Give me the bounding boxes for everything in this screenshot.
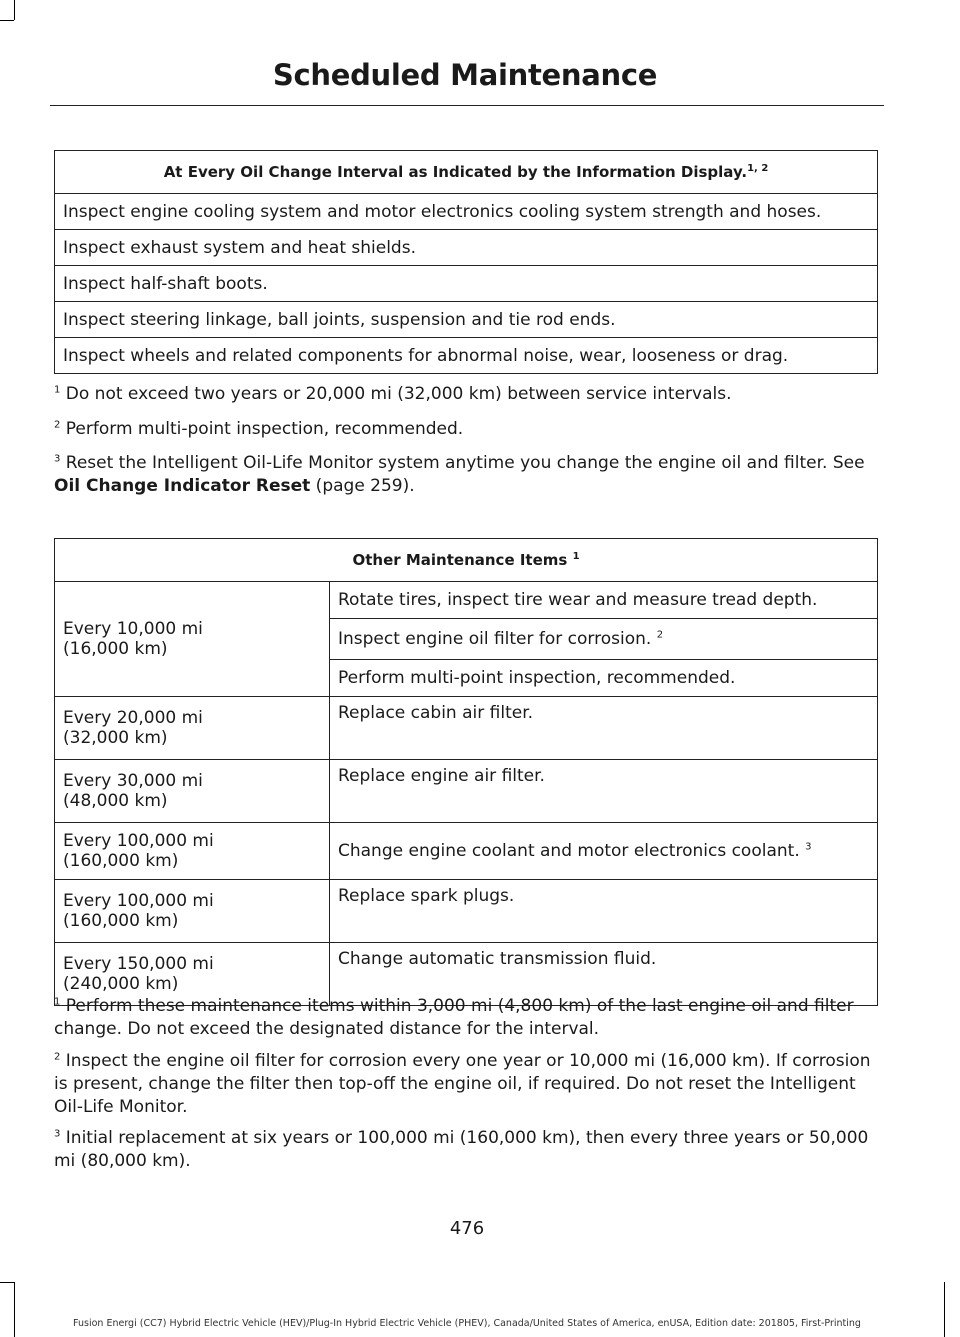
table-row (55, 880, 878, 943)
item-cell: Change engine coolant and motor electronics coolant. $^3$ (330, 823, 878, 880)
crop-mark-bottom-left-h (0, 1282, 14, 1283)
table-row (55, 266, 878, 302)
footnote: $^2$ Inspect the engine oil filter for corrosion every one year or 10,000 mi (16,000 km). If corrosion is present, change the filter then top-off the engine oil, if required. Do not reset the Intelligent Oil-Life Monitor. (54, 1051, 871, 1117)
table-heading: At Every Oil Change Interval as Indicated by the Information Display.$^{1, 2}$ (55, 151, 878, 194)
footnote: $^3$ Initial replacement at six years or 100,000 mi (160,000 km), then every three years or 50,000 mi (80,000 km). (54, 1128, 869, 1171)
crop-mark-bottom-right-v (944, 1282, 945, 1337)
table-cell: Inspect wheels and related components for abnormal noise, wear, looseness or drag. (55, 338, 878, 374)
interval-cell: Every 150,000 mi (240,000 km) (55, 943, 330, 1006)
title-rule (50, 105, 884, 106)
table-heading: Other Maintenance Items $^1$ (55, 539, 878, 582)
interval-cell: Every 20,000 mi (32,000 km) (55, 697, 330, 760)
table-cell: Inspect exhaust system and heat shields. (55, 230, 878, 266)
table-cell: Inspect half-shaft boots. (55, 266, 878, 302)
item-cell: Inspect engine oil filter for corrosion. $^2$ (330, 619, 878, 660)
oil-change-interval-table (54, 150, 878, 374)
interval-cell: Every 10,000 mi (16,000 km) (55, 582, 330, 697)
table-row (55, 697, 878, 760)
page-footer: Fusion Energi (CC7) Hybrid Electric Vehicle (HEV)/Plug-In Hybrid Electric Vehicle (PHEV), Canada/United States of America, enUSA, Edition date: 201805, First-Printing (73, 1318, 861, 1329)
item-cell: Replace spark plugs. (330, 880, 878, 943)
table-row (55, 194, 878, 230)
table-row (55, 823, 878, 880)
footnote: $^3$ Reset the Intelligent Oil-Life Monitor system anytime you change the engine oil and filter. See Oil Change Indicator Reset (page 259). (54, 453, 865, 496)
item-cell: Rotate tires, inspect tire wear and measure tread depth. (330, 582, 878, 619)
footnote: $^1$ Do not exceed two years or 20,000 mi (32,000 km) between service intervals. (54, 384, 732, 404)
interval-cell: Every 30,000 mi (48,000 km) (55, 760, 330, 823)
page-number: 476 (449, 1218, 485, 1239)
interval-cell: Every 100,000 mi (160,000 km) (55, 880, 330, 943)
item-cell: Perform multi-point inspection, recommended. (330, 660, 878, 697)
item-cell: Replace cabin air filter. (330, 697, 878, 760)
item-cell: Replace engine air filter. (330, 760, 878, 823)
footnote: $^2$ Perform multi-point inspection, recommended. (54, 419, 464, 439)
table-row (55, 230, 878, 266)
table-row (55, 760, 878, 823)
table-cell: Inspect steering linkage, ball joints, suspension and tie rod ends. (55, 302, 878, 338)
interval-cell: Every 100,000 mi (160,000 km) (55, 823, 330, 880)
table-header-row (55, 151, 878, 194)
other-maintenance-table (54, 538, 878, 1006)
table-header-row (55, 539, 878, 582)
crop-mark-top-left-h (0, 20, 14, 21)
cross-reference-link[interactable]: Oil Change Indicator Reset (54, 476, 311, 496)
crop-mark-top-left-v (14, 0, 15, 20)
footnote: $^1$ Perform these maintenance items within 3,000 mi (4,800 km) of the last engine oil and filter change. Do not exceed the designated distance for the interval. (54, 996, 854, 1039)
item-cell: Change automatic transmission fluid. (330, 943, 878, 1006)
page-title: Scheduled Maintenance (272, 58, 658, 92)
table-row (55, 338, 878, 374)
table-row (55, 582, 878, 619)
table-row (55, 302, 878, 338)
table-cell: Inspect engine cooling system and motor electronics cooling system strength and hoses. (55, 194, 878, 230)
